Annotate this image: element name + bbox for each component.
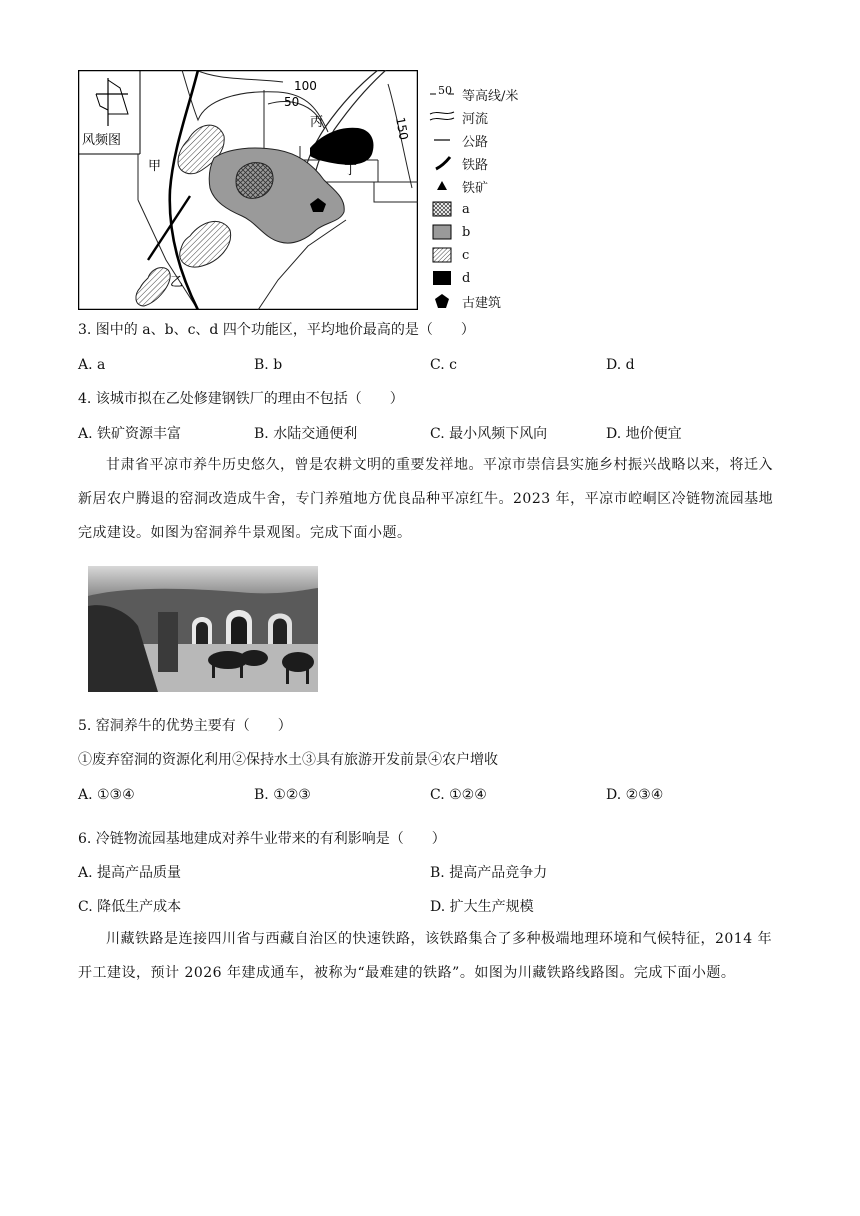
contour-100: 100: [294, 79, 317, 93]
cave-cattle-photo: [88, 566, 318, 692]
q5-option-b[interactable]: B. ①②③: [254, 787, 311, 803]
q3-stem: 3. 图中的 a、b、c、d 四个功能区，平均地价最高的是（ ）: [78, 322, 475, 338]
black-fill-icon: [428, 269, 456, 287]
q6-option-b[interactable]: B. 提高产品竞争力: [430, 865, 548, 881]
label-jia: 甲: [148, 159, 162, 174]
cross-hatch-icon: [428, 200, 456, 218]
q5-option-c[interactable]: C. ①②④: [430, 787, 487, 803]
gray-fill-icon: [428, 223, 456, 241]
legend-b: b: [428, 222, 470, 242]
q5-items: ①废弃窑洞的资源化利用②保持水土③具有旅游开发前景④农户增收: [78, 752, 498, 768]
q4-option-d[interactable]: D. 地价便宜: [606, 426, 682, 442]
passage-sichuan-tibet-railway: 川藏铁路是连接四川省与西藏自治区的快速铁路，该铁路集合了多种极端地理环境和气候特征，2014 年开工建设，预计 2026 年建成通车，被称为“最难建的铁路”。如图为川藏铁路线路图。完成下面小题。: [78, 931, 773, 981]
diagonal-hatch-icon: [428, 246, 456, 264]
q3-option-c[interactable]: C. c: [430, 357, 457, 373]
q5-stem: 5. 窑洞养牛的优势主要有（ ）: [78, 718, 292, 734]
q6-stem: 6. 冷链物流园基地建成对养牛业带来的有利影响是（ ）: [78, 831, 446, 847]
label-ding: 丁: [344, 163, 358, 178]
legend-road: 公路: [428, 130, 488, 150]
q6-option-c[interactable]: C. 降低生产成本: [78, 899, 182, 915]
q4-option-b[interactable]: B. 水陆交通便利: [254, 426, 358, 442]
passage-pingliang: 甘肃省平凉市养牛历史悠久，曾是农耕文明的重要发祥地。平凉市崇信县实施乡村振兴战略以来，将迁入新居农户腾退的窑洞改造成牛舍，专门养殖地方优良品种平凉红牛。2023 年，平凉市崆峒区冷链物流园基地完成建设。如图为窑洞养牛景观图。完成下面小题。: [78, 457, 774, 541]
q3-option-d[interactable]: D. d: [606, 357, 635, 373]
q5-option-d[interactable]: D. ②③④: [606, 787, 664, 803]
legend-c: c: [428, 245, 469, 265]
legend-d: d: [428, 268, 470, 288]
q4-stem: 4. 该城市拟在乙处修建钢铁厂的理由不包括（ ）: [78, 391, 404, 407]
legend-ancient: 古建筑: [428, 291, 501, 311]
railway-icon: [428, 154, 456, 172]
city-function-map: [78, 70, 418, 310]
legend-contour: 50 等高线/米: [428, 84, 518, 104]
pentagon-icon: [428, 292, 456, 310]
q3-option-a[interactable]: A. a: [78, 357, 106, 373]
legend-iron: 铁矿: [428, 176, 488, 196]
wind-label: 风频图: [82, 133, 122, 148]
label-bing: 丙: [310, 115, 324, 130]
iron-mine-icon: [428, 177, 456, 195]
q3-option-b[interactable]: B. b: [254, 357, 283, 373]
q6-option-d[interactable]: D. 扩大生产规模: [430, 899, 534, 915]
contour-150: 150: [393, 116, 411, 142]
q6-option-a[interactable]: A. 提高产品质量: [78, 865, 182, 881]
contour-50: 50: [284, 95, 300, 109]
legend-a: a: [428, 199, 470, 219]
q4-option-a[interactable]: A. 铁矿资源丰富: [78, 426, 182, 442]
legend-river: 河流: [428, 107, 488, 127]
river-icon: [428, 108, 456, 126]
q4-option-c[interactable]: C. 最小风频下风向: [430, 426, 548, 442]
road-icon: [428, 131, 456, 149]
legend-railway: 铁路: [428, 153, 488, 173]
label-yi: 乙: [170, 275, 184, 290]
q5-option-a[interactable]: A. ①③④: [78, 787, 135, 803]
